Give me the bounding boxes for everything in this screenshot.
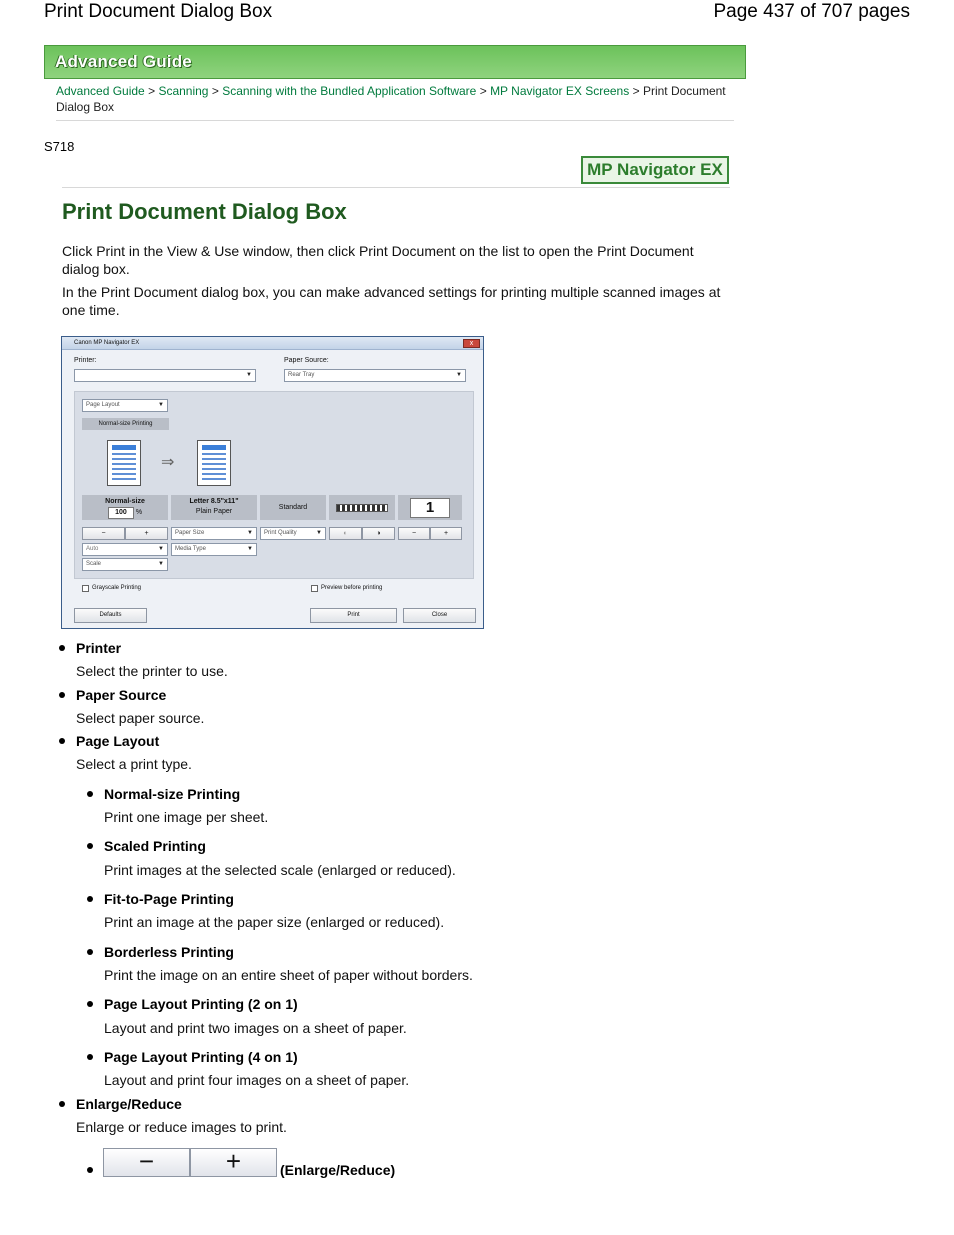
item-paper-source-desc: Select paper source. (76, 710, 205, 726)
item-enlarge-title: Enlarge/Reduce (76, 1096, 182, 1112)
print-document-dialog (61, 336, 484, 629)
bullet (87, 791, 93, 797)
close-icon[interactable]: x (463, 339, 480, 348)
dialog-title: Canon MP Navigator EX (74, 340, 140, 346)
item-enlarge-desc: Enlarge or reduce images to print. (76, 1119, 287, 1135)
bullet (59, 1101, 65, 1107)
paper-size-label: Letter 8.5"x11" (189, 498, 239, 505)
intensity-darker-icon[interactable]: ◑ (362, 527, 395, 540)
item-page-layout-desc: Select a print type. (76, 756, 192, 772)
intensity-cell (329, 495, 395, 520)
preview-label: Preview before printing (321, 585, 383, 591)
document-title: Print Document Dialog Box (44, 1, 273, 22)
paper-source-label: Paper Source: (284, 357, 329, 364)
print-button[interactable]: Print (310, 608, 397, 623)
normal-size-tab[interactable]: Normal-size Printing (82, 418, 169, 430)
copies-value[interactable]: 1 (410, 498, 450, 518)
auto-field[interactable]: Auto ▼ (82, 543, 168, 556)
divider (56, 120, 734, 121)
scale-select[interactable]: Scale ▼ (82, 558, 168, 571)
breadcrumb-link-advanced-guide[interactable]: Advanced Guide (56, 84, 145, 98)
item-printer-title: Printer (76, 640, 122, 656)
scale-percent-value[interactable]: 100 (108, 507, 134, 519)
grayscale-label: Grayscale Printing (92, 585, 142, 591)
sub-item-title: Normal-size Printing (104, 786, 241, 802)
media-type-select[interactable]: Media Type ▼ (171, 543, 257, 556)
close-button[interactable]: Close (403, 608, 476, 623)
copies-decrease-button[interactable]: − (398, 527, 430, 540)
item-page-layout-title: Page Layout (76, 733, 160, 749)
breadcrumb-separator: > (632, 84, 640, 98)
bullet (87, 843, 93, 849)
sub-item-desc: Print the image on an entire sheet of paper without borders. (104, 967, 473, 983)
page-title: Print Document Dialog Box (62, 199, 347, 224)
bullet (87, 896, 93, 902)
sub-item-desc: Print one image per sheet. (104, 809, 269, 825)
breadcrumb-separator: > (148, 84, 156, 98)
bullet (59, 738, 65, 744)
reduce-button-large[interactable]: − (103, 1148, 190, 1177)
intro-paragraph-2: In the Print Document dialog box, you can make advanced settings for printing multiple scanned images at one time. (62, 284, 721, 318)
copies-cell (398, 495, 462, 520)
grayscale-checkbox[interactable] (82, 585, 89, 592)
enlarge-reduce-label: (Enlarge/Reduce) (280, 1162, 396, 1178)
copies-increase-button[interactable]: + (430, 527, 462, 540)
breadcrumb-link-mp-navigator-screens[interactable]: MP Navigator EX Screens (490, 84, 630, 98)
breadcrumb-separator: > (211, 84, 219, 98)
reduce-button[interactable]: − (82, 527, 125, 540)
bullet (59, 645, 65, 651)
enlarge-button[interactable]: + (125, 527, 168, 540)
percent-unit: % (135, 509, 143, 516)
paper-size-select[interactable]: Paper Size ▼ (171, 527, 257, 540)
dialog-titlebar (62, 337, 483, 350)
printer-label: Printer: (74, 357, 97, 364)
banner-label: Advanced Guide (55, 52, 192, 71)
breadcrumb-separator: > (479, 84, 487, 98)
media-type-label: Plain Paper (195, 508, 233, 515)
item-printer-desc: Select the printer to use. (76, 663, 228, 679)
advanced-guide-banner (44, 45, 746, 79)
original-document-icon (107, 440, 141, 486)
breadcrumb-link-scanning[interactable]: Scanning (158, 84, 209, 98)
intensity-slider[interactable] (336, 504, 388, 512)
intensity-lighter-icon[interactable]: ◐ (329, 527, 362, 540)
bullet (87, 1167, 93, 1173)
bullet (59, 692, 65, 698)
sub-item-title: Page Layout Printing (4 on 1) (104, 1049, 298, 1065)
sub-item-title: Page Layout Printing (2 on 1) (104, 996, 298, 1012)
enlarge-button-large[interactable]: + (190, 1148, 277, 1177)
paper-cell (171, 495, 257, 520)
mp-navigator-logo: MP Navigator EX (581, 156, 729, 184)
sub-item-desc: Print images at the selected scale (enlarged or reduced). (104, 862, 456, 878)
intro-paragraph-1: Click Print in the View & Use window, then click Print Document on the list to open the Print Document dialog box. (62, 243, 694, 277)
divider (62, 187, 730, 188)
printer-select[interactable] (74, 369, 256, 382)
bullet (87, 949, 93, 955)
bullet (87, 1001, 93, 1007)
page-layout-select[interactable]: Page Layout ▼ (82, 399, 168, 412)
item-paper-source-title: Paper Source (76, 687, 167, 703)
arrow-right-icon: ⇒ (161, 454, 175, 471)
page-counter: Page 437 of 707 pages (713, 1, 910, 22)
preview-checkbox[interactable] (311, 585, 318, 592)
page-header (44, 0, 910, 26)
sub-item-desc: Layout and print four images on a sheet of paper. (104, 1072, 410, 1088)
paper-source-select[interactable]: Rear Tray ▼ (284, 369, 466, 382)
sub-item-desc: Print an image at the paper size (enlarged or reduced). (104, 914, 445, 930)
output-document-icon (197, 440, 231, 486)
scale-cell (82, 495, 168, 520)
enlarge-reduce-buttons (103, 1148, 277, 1177)
sub-item-title: Fit-to-Page Printing (104, 891, 234, 907)
bullet (87, 1054, 93, 1060)
sub-item-desc: Layout and print two images on a sheet of paper. (104, 1020, 407, 1036)
scale-mode-label: Normal-size (105, 498, 145, 505)
breadcrumb-current: Print Document Dialog Box (56, 84, 726, 114)
section-code: S718 (44, 139, 75, 154)
print-quality-select[interactable]: Print Quality ▼ (260, 527, 326, 540)
quality-cell: Standard (260, 495, 326, 520)
breadcrumb-link-bundled-software[interactable]: Scanning with the Bundled Application Software (222, 84, 477, 98)
sub-item-title: Borderless Printing (104, 944, 234, 960)
defaults-button[interactable]: Defaults (74, 608, 147, 623)
breadcrumb (56, 83, 736, 115)
sub-item-title: Scaled Printing (104, 838, 206, 854)
